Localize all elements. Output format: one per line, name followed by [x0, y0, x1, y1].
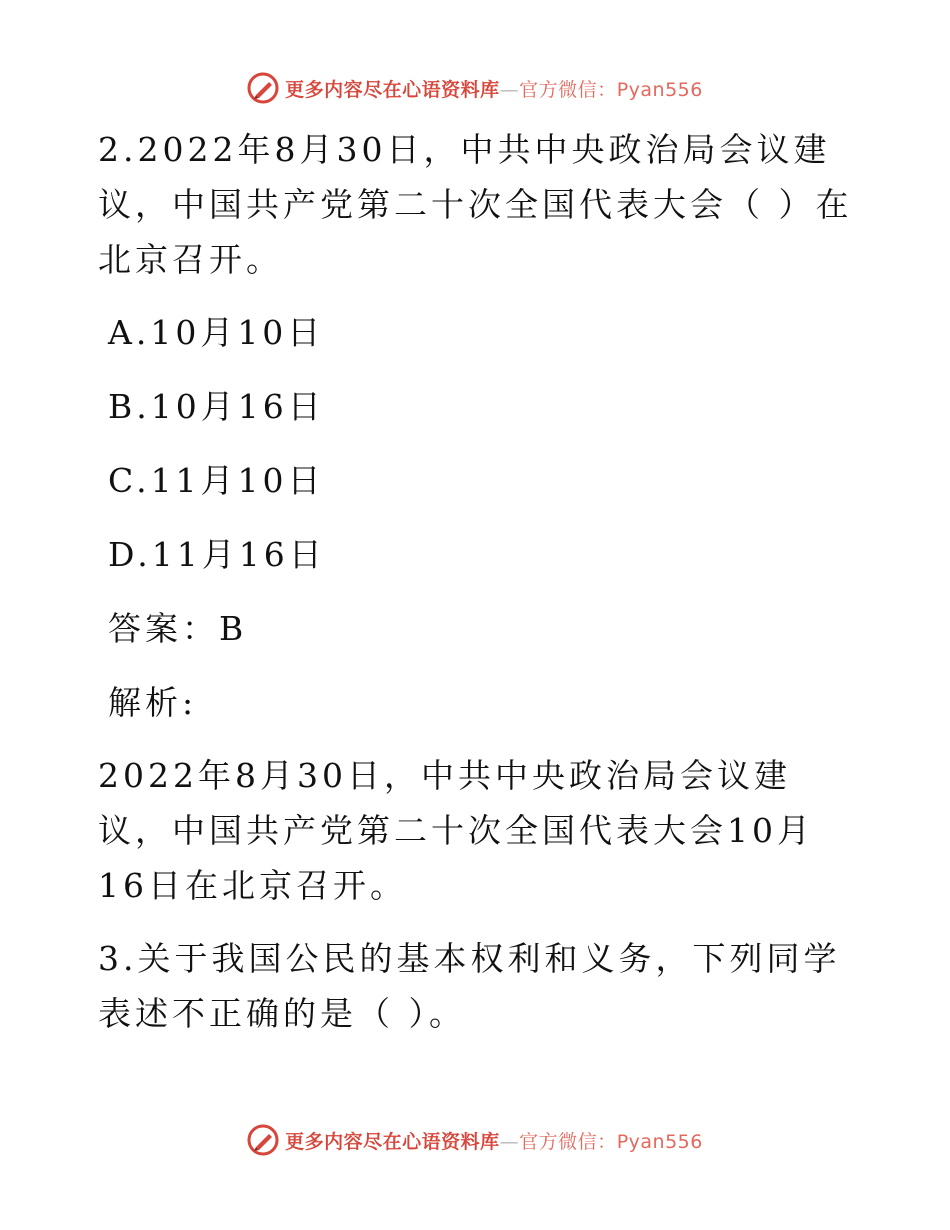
analysis-title: 解析: [108, 683, 198, 722]
option-b: B.10月16日 [108, 387, 325, 426]
answer-line: 答案：B [108, 609, 248, 648]
pen-logo-icon [247, 72, 279, 104]
footer-text [285, 1127, 703, 1154]
header-text [285, 75, 703, 102]
header-banner [0, 68, 950, 108]
pen-logo-icon [247, 1124, 279, 1156]
question-3-text: 3.关于我国公民的基本权利和义务，下列同学表述不正确的是（ ）。 [98, 939, 841, 1033]
question-2-text: 2.2022年8月30日，中共中央政治局会议建议，中国共产党第二十次全国代表大会（ ）在北京召开。 [98, 130, 853, 279]
footer-dash: — [499, 1130, 520, 1153]
header-wechat-id: Pyan556 [616, 78, 703, 101]
option-a: A.10月10日 [108, 313, 325, 352]
option-c: C.11月10日 [108, 461, 325, 500]
footer-banner [0, 1120, 950, 1160]
analysis-body: 2022年8月30日，中共中央政治局会议建议，中国共产党第二十次全国代表大会10月16日在北京召开。 [98, 756, 814, 905]
header-brand: 更多内容尽在心语资料库 [285, 78, 500, 101]
footer-wechat-label: 官方微信： [519, 1130, 617, 1153]
footer-wechat-id: Pyan556 [616, 1130, 703, 1153]
document-body [98, 122, 858, 1059]
footer-brand: 更多内容尽在心语资料库 [285, 1130, 500, 1153]
header-dash: — [499, 78, 520, 101]
header-wechat-label: 官方微信： [519, 78, 617, 101]
option-d: D.11月16日 [108, 535, 326, 574]
